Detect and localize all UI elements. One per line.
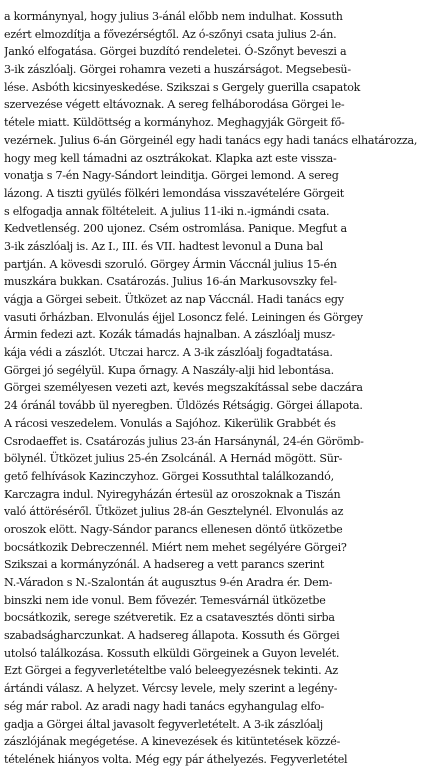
text-line: lése. Asbóth kicsinyeskedése. Szikszai s Gergely guerilla csapatok [4,80,361,94]
text-line: 24 óránál tovább ül nyeregben. Üldözés Rétságig. Görgei állapota. [4,399,363,413]
text-line: s elfogadja annak föltételeit. A julius 11-iki n.-igmándi csata. [4,204,330,218]
text-line: vonatja s 7-én Nagy-Sándort leinditja. Görgei lemond. A sereg [4,169,339,183]
text-line: Karczagra indul. Nyiregyházán értesül az oroszoknak a Tiszán [4,487,341,501]
text-line: Csrodaeffet is. Csatározás julius 23-án Harsánynál, 24-én Görömb- [4,434,364,448]
body-text [4,8,442,769]
text-line: Görgei jó segélyül. Kupa őrnagy. A Naszály-alji hid lebontása. [4,363,334,377]
text-line: vágja a Görgei sebeit. Ütközet az nap Váccnál. Hadi tanács egy [4,293,344,306]
text-line: utolsó találkozása. Kossuth elküldi Görgeinek a Guyon levelét. [4,646,340,660]
text-line: binszki nem ide vonul. Bem fővezér. Temesvárnál ütközetbe [4,593,326,607]
text-line: muszkára bukkan. Csatározás. Julius 16-án Markusovszky fel- [4,275,337,289]
text-line: a kormánynyal, hogy julius 3-ánál előbb nem indulhat. Kossuth [4,10,343,23]
text-line: bölynél. Ütközet julius 25-én Zsolcánál. A Hernád mögött. Sür- [4,452,343,466]
text-line: Ármin fedezi azt. Kozák támadás hajnalban. A zászlóalj musz- [4,328,336,342]
text-line: Kedvetlenség. 200 ujonez. Csém ostromlása. Panique. Megfut a [4,222,347,236]
text-line: vasuti őrházban. Elvonulás éjjel Losoncz felé. Leiningen és Görgey [4,310,363,324]
text-line: Jankó elfogatása. Görgei buzdító rendeletei. Ó-Szőnyt beveszi a [4,45,347,59]
text-line: gadja a Görgei által javasolt fegyverletételt. A 3-ik zászlóalj [4,717,323,731]
text-line: Görgei személyesen vezeti azt, kevés megszakítással sebe daczára [4,381,363,395]
text-line: szervezése végett eltávoznak. A sereg felháborodása Görgei le- [4,98,345,112]
text-line: tételének hiányos volta. Még egy pár áthelyezés. Fegyverletétel [4,752,348,766]
text-line: hogy meg kell támadni az osztrákokat. Klapka azt este vissza- [4,151,337,165]
text-line: vezérnek. Julius 6-án Görgeinél egy hadi tanács egy hadi tanács elhatározza, [4,133,418,147]
text-line: tétele miatt. Küldöttség a kormányhoz. Meghagyják Görgeit fő- [4,116,345,130]
text-line: lázong. A tiszti gyülés fölkéri lemondása visszavételére Görgeit [4,186,344,200]
text-line: partján. A kövesdi szoruló. Görgey Ármin Váccnál julius 15-én [4,257,337,271]
text-line: gető felhívások Kazinczyhoz. Görgei Kossuthtal találkozandó, [4,469,334,483]
text-line: való áttöréséről. Ütközet julius 28-án Gesztelynél. Elvonulás az [4,505,344,519]
text-line: ség már rabol. Az aradi nagy hadi tanács egyhangulag elfo- [4,699,325,713]
text-line: kája védi a zászlót. Utczai harcz. A 3-ik zászlóalj fogadtatása. [4,346,333,360]
text-line: Szikszai a kormányzónál. A hadsereg a vett parancs szerint [4,558,325,572]
text-line: zászlójának megégetése. A kinevezések és kitüntetések közzé- [4,735,341,749]
text-line: ártándi válasz. A helyzet. Vércsy levele, mely szerint a legény- [4,682,338,696]
text-line: bocsátkozik Debreczennél. Miért nem mehet segélyére Görgei? [4,540,347,554]
text-line: 3-ik zászlóalj is. Az I., III. és VII. hadtest levonul a Duna bal [4,239,323,253]
text-line: A rácosi veszedelem. Vonulás a Sajóhoz. Kikerülik Grabbét és [4,416,336,430]
text-line: Ezt Görgei a fegyverletételtbe való beleegyezésnek tekinti. Az [4,664,339,678]
text-line: bocsátkozik, serege szétveretik. Ez a csatavesztés dönti sirba [4,611,335,625]
text-line: 3-ik zászlóalj. Görgei rohamra vezeti a huszárságot. Megsebesü- [4,63,351,77]
text-line: szabadságharczunkat. A hadsereg állapota. Kossuth és Görgei [4,629,340,643]
text-line: N.-Váradon s N.-Szalontán át augusztus 9-én Aradra ér. Dem- [4,576,333,589]
text-line: oroszok elött. Nagy-Sándor parancs ellenesen döntő ütközetbe [4,522,343,536]
text-line: ezért elmozdítja a fővezérségtől. Az ó-szőnyi csata julius 2-án. [4,27,337,41]
